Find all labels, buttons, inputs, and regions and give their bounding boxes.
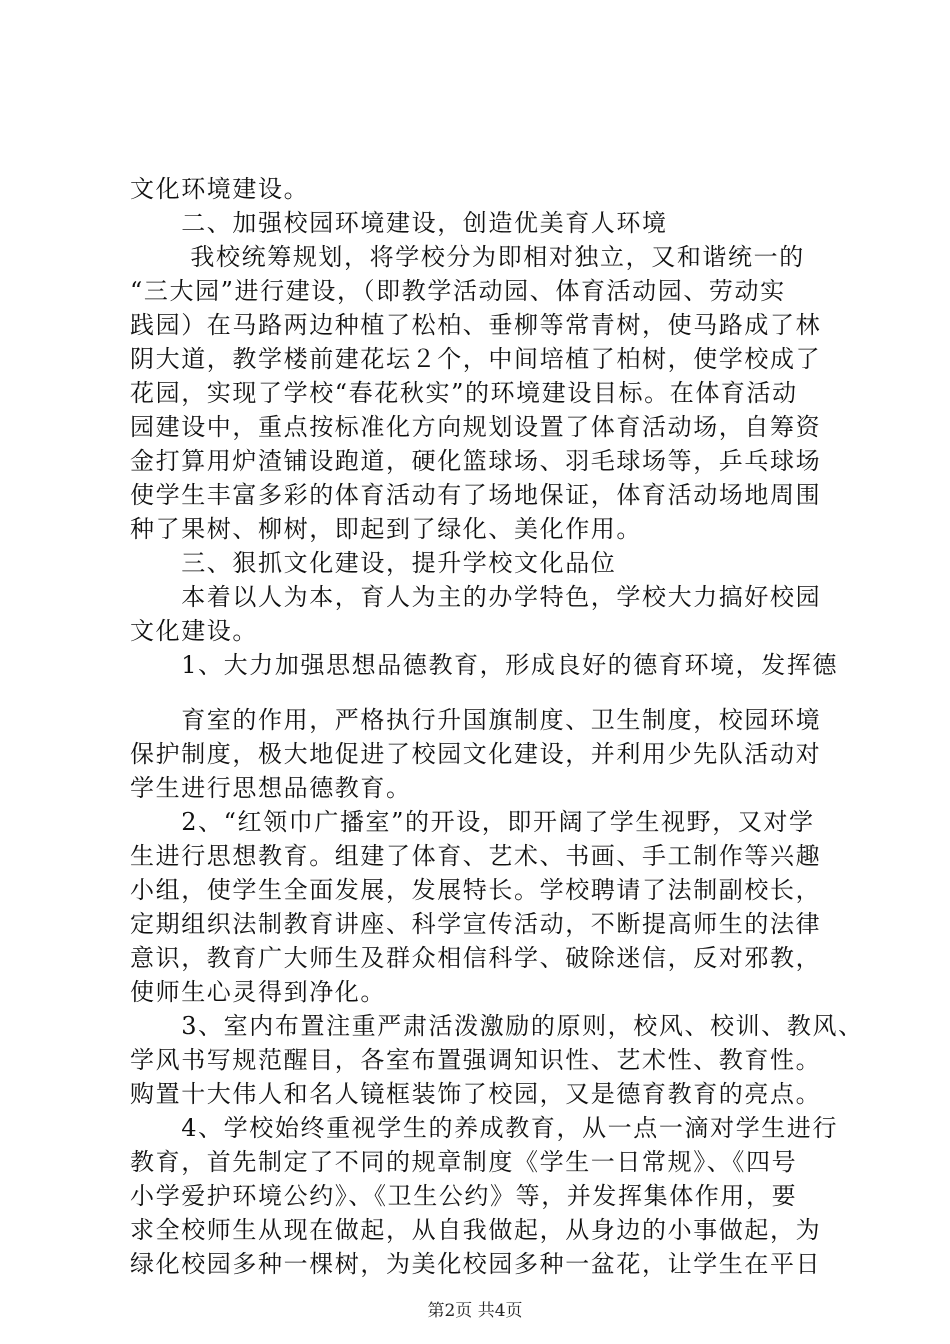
text-line: 学风书写规范醒目，各室布置强调知识性、艺术性、教育性。 [130, 1046, 822, 1074]
text-line: 学生进行思想品德教育。 [130, 774, 412, 802]
text-line: 文化建设。 [130, 617, 258, 645]
text-line: 金打算用炉渣铺设跑道，硬化篮球场、羽毛球场等，乒乓球场 [130, 447, 822, 475]
text-line: 园建设中，重点按标准化方向规划设置了体育活动场，自筹资 [130, 413, 822, 441]
text-line: 生进行思想教育。组建了体育、艺术、书画、手工制作等兴趣 [130, 842, 822, 870]
text-line: 小组，使学生全面发展，发展特长。学校聘请了法制副校长， [130, 876, 822, 904]
text-line: 小学爱护环境公约》、《卫生公约》等，并发挥集体作用，要 [130, 1182, 798, 1210]
text-line: 求全校师生从现在做起，从自我做起，从身边的小事做起，为 [130, 1216, 822, 1244]
page-footer: 第2页 共4页 [427, 1301, 523, 1321]
text-line: 定期组织法制教育讲座、科学宣传活动，不断提高师生的法律 [130, 910, 822, 938]
text-line: 花园，实现了学校“春花秋实”的环境建设目标。在体育活动 [130, 379, 798, 407]
text-line: “三大园”进行建设，（即教学活动园、体育活动园、劳动实 [130, 277, 786, 305]
text-line: 践园）在马路两边种植了松柏、垂柳等常青树，使马路成了林 [130, 311, 822, 339]
section-heading: 二、加强校园环境建设，创造优美育人环境 [130, 209, 668, 237]
text-line: 使师生心灵得到净化。 [130, 978, 386, 1006]
text-line: 4、学校始终重视学生的养成教育，从一点一滴对学生进行 [130, 1114, 839, 1142]
text-line: 意识，教育广大师生及群众相信科学、破除迷信，反对邪教， [130, 944, 822, 972]
text-line: 3、室内布置注重严肃活泼激励的原则，校风、校训、教风、 [130, 1012, 864, 1040]
text-line: 使学生丰富多彩的体育活动有了场地保证，体育活动场地周围 [130, 481, 822, 509]
text-line: 种了果树、柳树，即起到了绿化、美化作用。 [130, 515, 642, 543]
text-line: 阴大道，教学楼前建花坛２个，中间培植了柏树，使学校成了 [130, 345, 822, 373]
text-line: 本着以人为本，育人为主的办学特色，学校大力搞好校园 [130, 583, 822, 611]
text-line: 育室的作用，严格执行升国旗制度、卫生制度，校园环境 [130, 706, 822, 734]
section-heading: 三、狠抓文化建设，提升学校文化品位 [130, 549, 617, 577]
text-line: 购置十大伟人和名人镜框装饰了校园，又是德育教育的亮点。 [130, 1080, 822, 1108]
text-line: 绿化校园多种一棵树，为美化校园多种一盆花，让学生在平日 [130, 1250, 822, 1278]
text-line: 我校统筹规划，将学校分为即相对独立，又和谐统一的 [130, 243, 805, 271]
text-line: 教育，首先制定了不同的规章制度《学生一日常规》、《四号 [130, 1148, 798, 1176]
text-line: 文化环境建设。 [130, 175, 310, 203]
text-line: 1、大力加强思想品德教育，形成良好的德育环境，发挥德 [130, 651, 839, 679]
text-line: 2、“红领巾广播室”的开设，即开阔了学生视野，又对学 [130, 808, 815, 836]
text-line: 保护制度，极大地促进了校园文化建设，并利用少先队活动对 [130, 740, 822, 768]
